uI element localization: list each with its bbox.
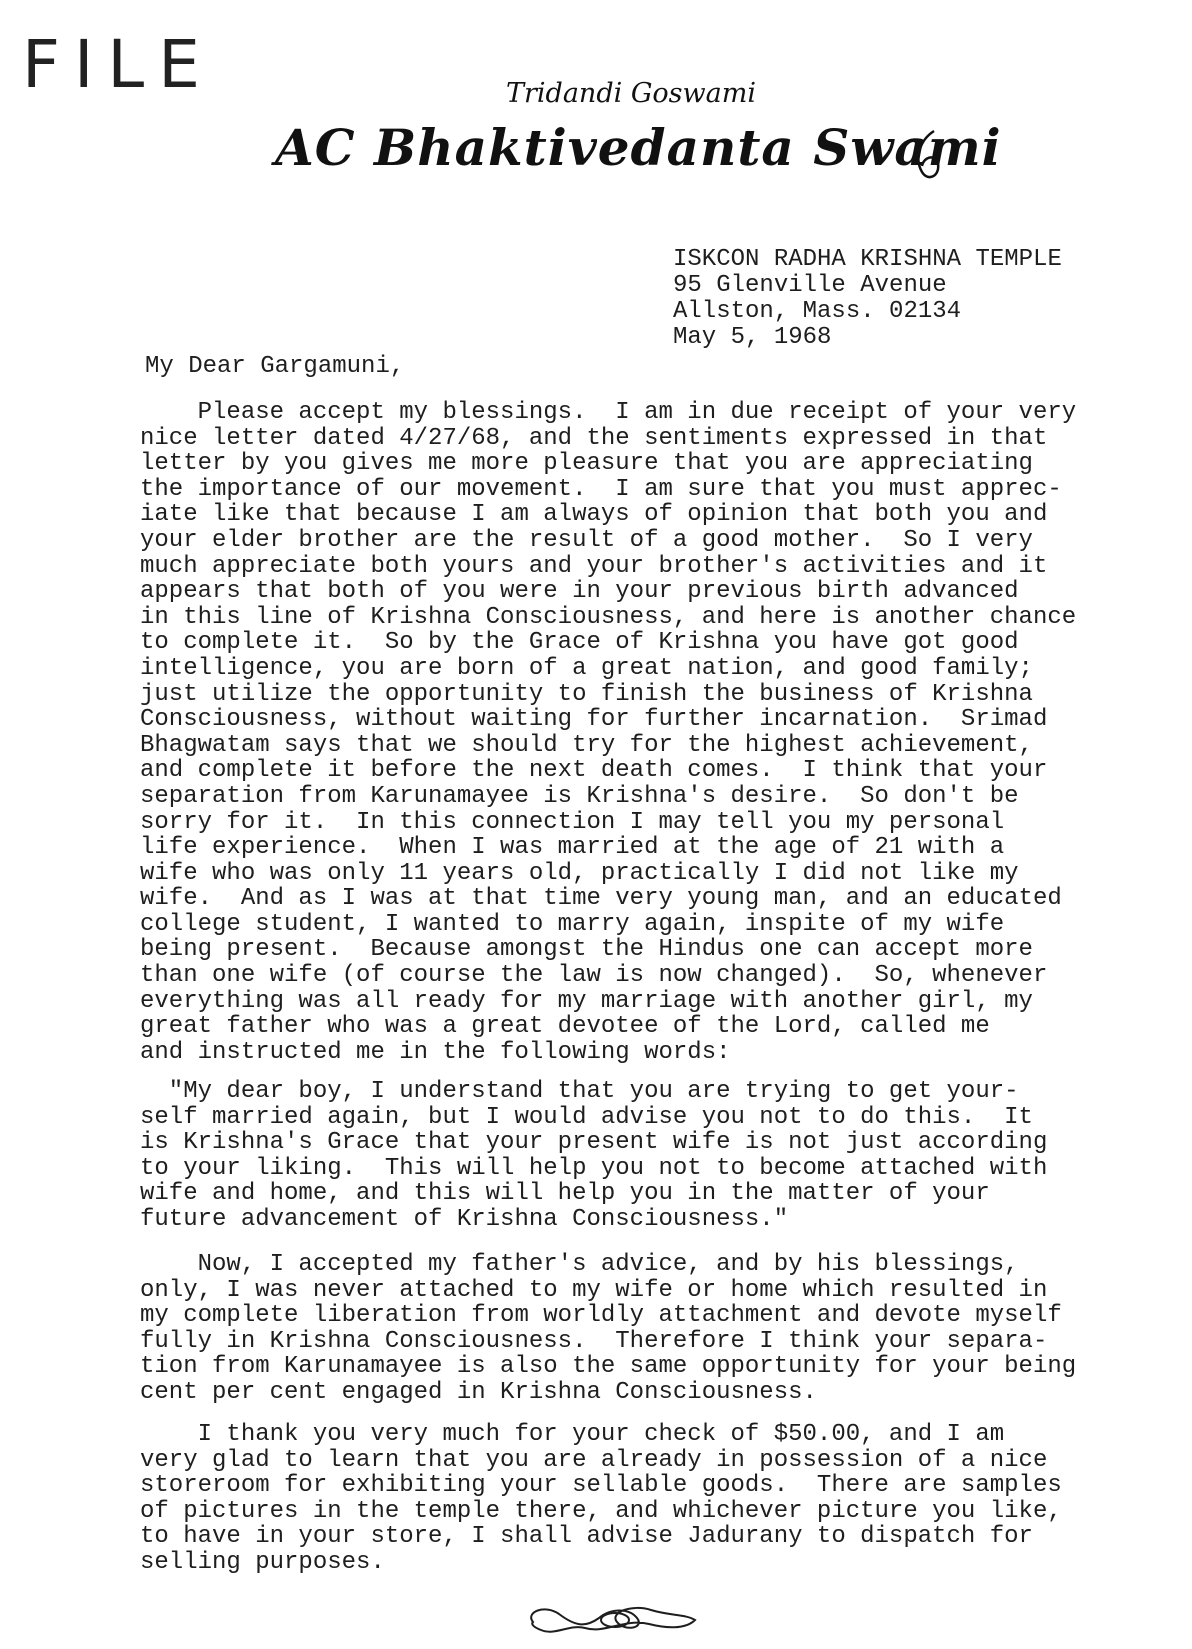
text-line: future advancement of Krishna Consciousness." — [140, 1205, 789, 1233]
text-line: my complete liberation from worldly attachment and devote myself — [140, 1302, 1062, 1330]
text-line: cent per cent engaged in Krishna Consciousness. — [140, 1378, 817, 1406]
text-line: to your liking. This will help you not to become attached with — [140, 1154, 1048, 1182]
text-line: Bhagwatam says that we should try for the highest achievement, — [140, 731, 1033, 759]
text-line: only, I was never attached to my wife or home which resulted in — [140, 1276, 1048, 1304]
text-line: in this line of Krishna Consciousness, and here is another chance — [140, 603, 1077, 631]
text-line: great father who was a great devotee of the Lord, called me — [140, 1013, 990, 1041]
text-line: appears that both of you were in your previous birth advanced — [140, 578, 1019, 606]
text-line: storeroom for exhibiting your sellable goods. There are samples — [140, 1472, 1062, 1500]
text-line: Please accept my blessings. I am in due receipt of your very — [140, 399, 1077, 426]
text-line: being present. Because amongst the Hindus one can accept more — [140, 936, 1033, 964]
text-line: than one wife (of course the law is now changed). So, whenever — [140, 962, 1048, 990]
ornament-flourish-icon — [525, 1600, 700, 1640]
text-line: fully in Krishna Consciousness. Therefore I think your separa- — [140, 1327, 1048, 1355]
text-line: I thank you very much for your check of $50.00, and I am — [140, 1421, 1005, 1448]
letter-date: May 5, 1968 — [673, 324, 832, 351]
address-line: 95 Glenville Avenue — [673, 272, 947, 299]
text-line: wife and home, and this will help you in the matter of your — [140, 1180, 990, 1208]
text-line: wife. And as I was at that time very young man, and an educated — [140, 885, 1062, 913]
text-line: wife who was only 11 years old, practically I did not like my — [140, 859, 1019, 887]
address-line: Allston, Mass. 02134 — [673, 298, 962, 325]
text-line: Consciousness, without waiting for further incarnation. Srimad — [140, 706, 1048, 734]
text-line: and instructed me in the following words: — [140, 1038, 731, 1066]
sender-address — [673, 247, 1062, 351]
text-line: the importance of our movement. I am sure that you must apprec- — [140, 475, 1062, 503]
paragraph-1 — [140, 400, 1076, 1065]
text-line: just utilize the opportunity to finish the business of Krishna — [140, 680, 1033, 708]
paragraph-4 — [140, 1422, 1062, 1576]
text-line: everything was all ready for my marriage with another girl, my — [140, 987, 1033, 1015]
letterhead-name: AC Bhaktivedanta Swami — [275, 118, 1002, 177]
text-line: "My dear boy, I understand that you are trying to get your- — [140, 1078, 1019, 1105]
text-line: and complete it before the next death comes. I think that your — [140, 757, 1048, 785]
text-line: much appreciate both yours and your brother's activities and it — [140, 552, 1048, 580]
letterhead-flourish-icon — [912, 128, 942, 183]
text-line: intelligence, you are born of a great nation, and good family; — [140, 654, 1033, 682]
text-line: separation from Karunamayee is Krishna's desire. So don't be — [140, 782, 1019, 810]
text-line: to have in your store, I shall advise Jadurany to dispatch for — [140, 1523, 1033, 1551]
text-line: is Krishna's Grace that your present wife is not just according — [140, 1129, 1048, 1157]
text-line: life experience. When I was married at the age of 21 with a — [140, 834, 1005, 862]
address-line: ISKCON RADHA KRISHNA TEMPLE — [673, 246, 1062, 273]
file-stamp: FILE — [22, 26, 214, 103]
text-line: Now, I accepted my father's advice, and by his blessings, — [140, 1251, 1019, 1278]
text-line: tion from Karunamayee is also the same opportunity for your being — [140, 1353, 1077, 1381]
letterhead-subtitle: Tridandi Goswami — [506, 78, 756, 109]
text-line: nice letter dated 4/27/68, and the sentiments expressed in that — [140, 424, 1048, 452]
text-line: selling purposes. — [140, 1548, 385, 1576]
text-line: very glad to learn that you are already in possession of a nice — [140, 1446, 1048, 1474]
salutation: My Dear Gargamuni, — [145, 353, 405, 380]
text-line: college student, I wanted to marry again, inspite of my wife — [140, 910, 1005, 938]
text-line: of pictures in the temple there, and whichever picture you like, — [140, 1497, 1062, 1525]
text-line: sorry for it. In this connection I may tell you my personal — [140, 808, 1005, 836]
text-line: to complete it. So by the Grace of Krishna you have got good — [140, 629, 1019, 657]
text-line: your elder brother are the result of a good mother. So I very — [140, 526, 1033, 554]
paragraph-3 — [140, 1252, 1076, 1406]
text-line: letter by you gives me more pleasure that you are appreciating — [140, 450, 1033, 478]
text-line: iate like that because I am always of opinion that both you and — [140, 501, 1048, 529]
paragraph-2-quote — [140, 1079, 1047, 1233]
text-line: self married again, but I would advise you not to do this. It — [140, 1103, 1033, 1131]
